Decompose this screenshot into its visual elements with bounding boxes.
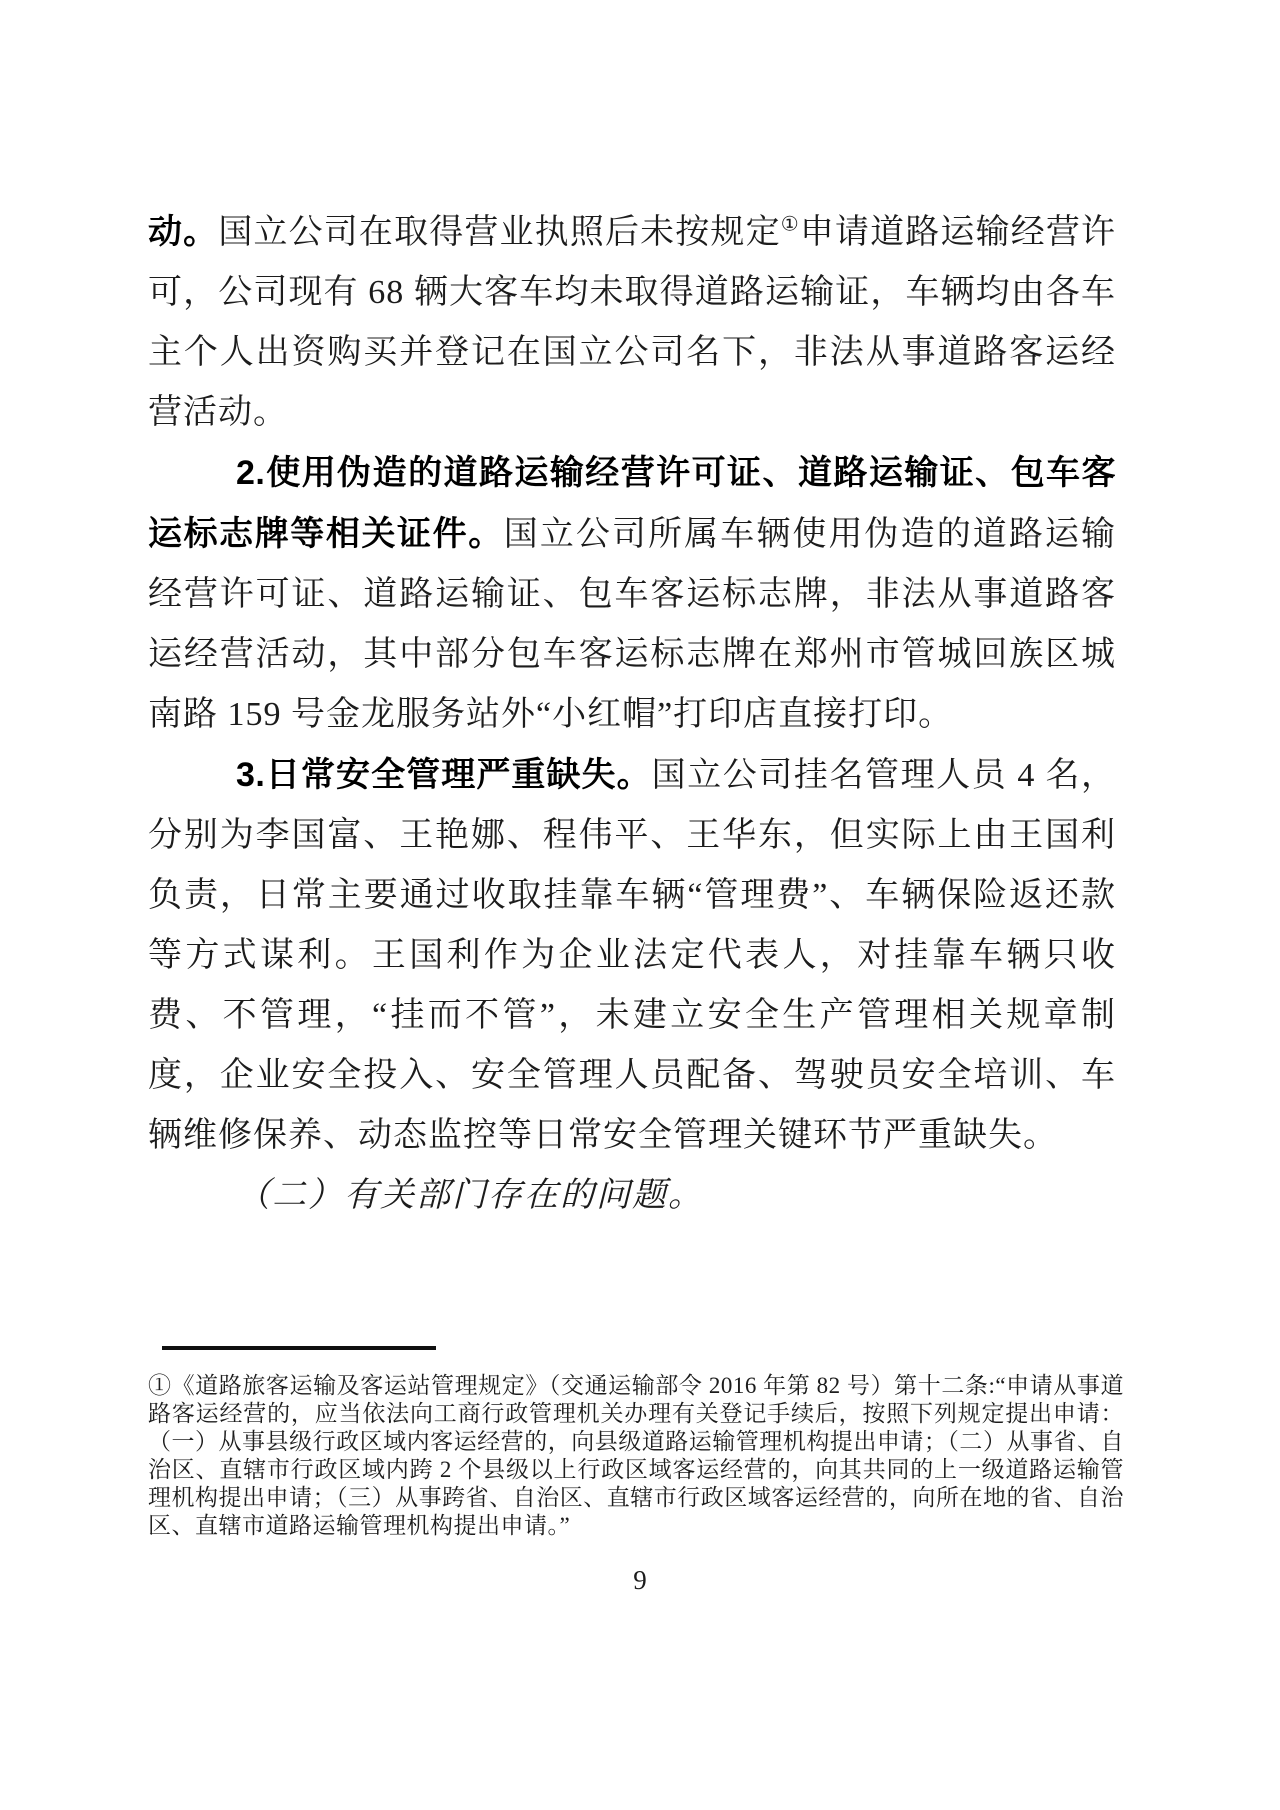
footnote-marker: ①: [148, 1373, 172, 1398]
paragraph-2-text: 国立公司所属车辆使用伪造的道路运输经营许可证、道路运输证、包车客运标志牌，非法从事道路客运经营活动，其中部分包车客运标志牌在郑州市管城回族区城南路 159 号金龙服务站外“小红帽”打印店直接打印。: [148, 516, 1117, 733]
section-heading: [148, 1166, 1116, 1226]
paragraph-1-bold-lead: 动。: [148, 214, 219, 251]
paragraph-3: [148, 745, 1116, 1166]
paragraph-3-text: 国立公司挂名管理人员 4 名，分别为李国富、王艳娜、程伟平、王华东，但实际上由王国利负责，日常主要通过收取挂靠车辆“管理费”、车辆保险返还款等方式谋利。王国利作为企业法定代表人，对挂靠车辆只收费、不管理，“挂而不管”，未建立安全生产管理相关规章制度，企业安全投入、安全管理人员配备、驾驶员安全培训、车辆维修保养、动态监控等日常安全管理关键环节严重缺失。: [148, 757, 1117, 1154]
paragraph-2: [148, 443, 1116, 745]
page-number: 9: [633, 1565, 647, 1595]
document-body: [148, 203, 1116, 1226]
paragraph-3-heading: 3.日常安全管理严重缺失。: [236, 756, 652, 794]
paragraph-1: [148, 203, 1116, 443]
section-heading-text: （二）有关部门存在的问题。: [236, 1177, 704, 1214]
footnote-body-text: 《道路旅客运输及客运站管理规定》（交通运输部令 2016 年第 82 号）第十二条:“申请从事道路客运经营的，应当依法向工商行政管理机关办理有关登记手续后，按照下列规定提出申请：（一）从事县级行政区域内客运经营的，向县级道路运输管理机构提出申请；（二）从事省、自治区、直辖市行政区域内跨 2 个县级以上行政区域客运经营的，向其共同的上一级道路运输管理机构提出申请；（三）从事跨省、自治区、直辖市行政区域客运经营的，向所在地的省、自治区、直辖市道路运输管理机构提出申请。”: [148, 1373, 1125, 1538]
paragraph-1-text: 国立公司在取得营业执照后未按规定: [218, 214, 781, 251]
footnote-separator-line: [162, 1346, 436, 1350]
paragraph-1-continued-text: 申请道路运输经营许可，公司现有 68 辆大客车均未取得道路运输证，车辆均由各车主个人出资购买并登记在国立公司名下，非法从事道路客运经营活动。: [148, 214, 1117, 431]
footnote-text: [148, 1372, 1124, 1540]
paragraph-2-heading: 2.使用伪造的道路运输经营许可证、道路运输证、包车客运标志牌等相关证件。: [148, 454, 1116, 553]
footnote-area: [148, 1346, 1124, 1540]
footnote-reference-marker: ①: [780, 213, 800, 236]
